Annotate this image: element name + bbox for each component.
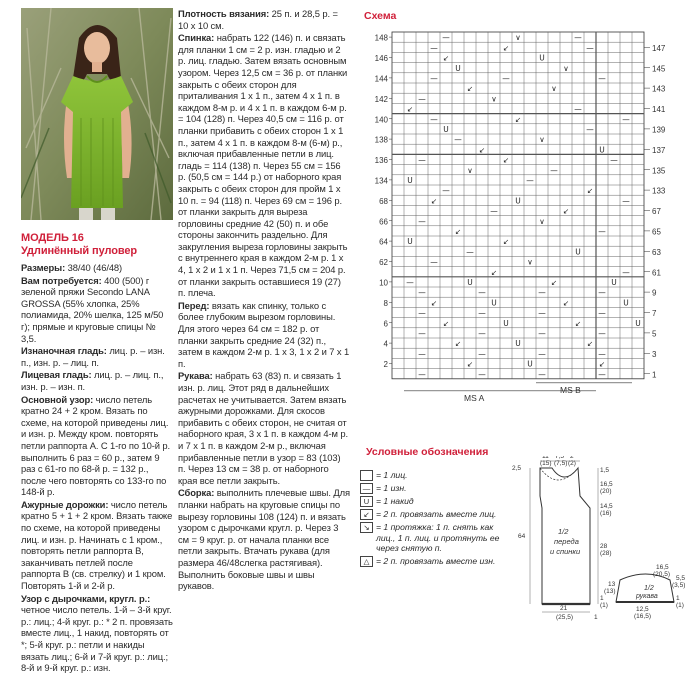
chart-stitch-symbol: — — [430, 257, 438, 267]
dim-right-3: (20) — [600, 488, 612, 495]
pattern-schematic — [508, 456, 688, 621]
dim-top-3: 2 — [570, 456, 574, 460]
model-photo-illustration — [21, 8, 173, 220]
dim-right-8: 1 — [600, 595, 604, 602]
chart-stitch-symbol: U — [503, 318, 509, 328]
chart-stitch-symbol: — — [478, 308, 486, 318]
chart-stitch-symbol: ↙ — [562, 206, 570, 216]
chart-stitch-symbol: — — [574, 104, 582, 114]
chart-stitch-symbol: — — [598, 288, 606, 298]
model-title: МОДЕЛЬ 16 — [21, 232, 84, 244]
sleeve-dim-6: (13) — [604, 588, 616, 595]
chart-stitch-symbol: ∨ — [539, 216, 545, 226]
chart-stitch-symbol: — — [610, 155, 618, 165]
chart-row-label-right: 137 — [652, 145, 666, 155]
chart-row-label-right: 143 — [652, 84, 666, 94]
chart-stitch-symbol: U — [539, 53, 545, 63]
chart-row-label-left: 144 — [374, 74, 388, 84]
sleeve-paragraph — [178, 370, 350, 486]
sleeve-dim-2: (20,5) — [653, 571, 670, 578]
chart-stitch-symbol: — — [586, 125, 594, 134]
chart-row-label-right: 5 — [652, 329, 657, 339]
chart-stitch-symbol: ↙ — [466, 84, 474, 94]
density-paragraph — [178, 8, 350, 31]
holes-heading: Узор с дырочками, кругл. р.: — [21, 592, 151, 604]
sleeve-label-1: 1/2 — [644, 585, 654, 592]
chart-row-label-left: 4 — [383, 339, 388, 349]
sleeve-bottom-2: (16,5) — [634, 613, 651, 620]
front-heading: Перед: — [178, 299, 210, 311]
legend-text: = 1 лиц. — [376, 470, 408, 480]
dim-top-1: 11 — [542, 456, 549, 460]
knit-paragraph — [21, 369, 173, 392]
chart-row-label-right: 139 — [652, 125, 666, 135]
dim-top-3b: (2) — [568, 460, 576, 467]
chart-stitch-symbol: ↙ — [586, 186, 594, 196]
chart-row-label-right: 145 — [652, 64, 666, 74]
chart-stitch-symbol: — — [430, 74, 438, 83]
chart-stitch-symbol: U — [527, 359, 533, 369]
body-label-3: и спинки — [550, 547, 581, 556]
dim-right-4: 14,5 — [600, 503, 613, 510]
lace-heading: Ажурные дорожки: — [21, 498, 109, 510]
chart-stitch-symbol: U — [599, 145, 605, 155]
chart-stitch-symbol: ∨ — [515, 33, 521, 43]
chart-stitch-symbol: ↙ — [502, 155, 510, 165]
chart-stitch-symbol: — — [418, 329, 426, 338]
sizes-text: 38/40 (46/48) — [65, 262, 123, 273]
dim-right-6: 28 — [600, 543, 608, 550]
chart-stitch-symbol: U — [491, 298, 497, 308]
density-heading: Плотность вязания: — [178, 8, 270, 19]
knitting-chart-grid — [362, 26, 686, 416]
chart-stitch-symbol: U — [623, 298, 629, 308]
sleeve-text: набрать 63 (83) п. и связать 1 изн. р. лиц. Этот ряд в дальнейших расчетах не учитывается. Затем вязать ажурными дорожками. Для скосов прибавить с обеих сторон, не считая от наборного края, 3 х 1 п. в каждом 4-м р. и 7 х 1 п. в каждом 2-м р., включая прибавленные петли в узор = 83 (103) п. Через 13 см = 38 р. от наборного края все петли закрыть. — [178, 370, 348, 486]
chart-stitch-symbol: — — [466, 247, 474, 257]
chart-stitch-symbol: ↙ — [502, 43, 510, 53]
dim-top-2: 7,5 — [555, 456, 565, 460]
chart-row-label-left: 138 — [374, 135, 388, 145]
legend-item — [360, 496, 510, 507]
lace-text: число петель кратно 5 + 1 + 2 кром. Вязать также по схеме, на которой приведены лиц. и изн. р. Начинать с 1 кром., повторять петли раппорта В, заканчивать петлей после раппорта В (св. стрелку) и 1 кром. Повторять 1-й и 2-й р. — [21, 498, 173, 592]
chart-stitch-symbol: — — [502, 74, 510, 83]
left-text-column — [21, 232, 173, 675]
chart-stitch-symbol: — — [622, 267, 630, 277]
chart-stitch-symbol: ∨ — [527, 257, 533, 267]
sizes-heading: Размеры: — [21, 262, 66, 273]
chart-stitch-symbol: ↙ — [454, 227, 462, 236]
chart-row-label-right: 61 — [652, 268, 661, 278]
chart-stitch-symbol: — — [418, 155, 426, 165]
chart-row-label-right: 1 — [652, 370, 657, 380]
chart-stitch-symbol: — — [418, 308, 426, 318]
purl-text: лиц. р. – изн. п., изн. р. – лиц. п. — [21, 345, 165, 368]
legend-item — [360, 483, 510, 494]
body-label-2: переда — [554, 537, 579, 546]
chart-row-label-right: 141 — [652, 105, 666, 115]
chart-row-label-left: 2 — [383, 360, 388, 370]
model-subtitle: Удлинённый пуловер — [21, 245, 137, 257]
chart-stitch-symbol: U — [635, 318, 641, 328]
chart-stitch-symbol: U — [611, 278, 617, 287]
materials-text: 400 (500) г зеленой пряжи Secondo LANA GROSSA (55% хлопка, 25% полиамида, 20% шелка, 125 м/50 г); прямые и круговые спицы № 3,5. — [21, 274, 164, 344]
chart-stitch-symbol: — — [574, 33, 582, 43]
chart-row-label-right: 133 — [652, 186, 666, 196]
purl-paragraph — [21, 345, 173, 368]
chart-stitch-symbol: U — [515, 196, 521, 206]
chart-stitch-symbol: ↙ — [586, 339, 594, 349]
legend-symbol: ↙ — [360, 509, 373, 520]
chart-row-label-left: 140 — [374, 115, 388, 125]
chart-stitch-symbol: U — [407, 176, 413, 185]
chart-stitch-symbol: ∨ — [491, 94, 497, 104]
chart-stitch-symbol: — — [418, 94, 426, 104]
chart-row-label-left: 8 — [383, 298, 388, 308]
dim-right-1: 1,5 — [600, 467, 610, 474]
sleeve-heading: Рукава: — [178, 370, 213, 382]
chart-stitch-symbol: ↙ — [478, 145, 486, 155]
chart-stitch-symbol: U — [455, 63, 461, 73]
chart-stitch-symbol: ↙ — [430, 298, 438, 308]
chart-stitch-symbol: ↙ — [574, 318, 582, 328]
chart-stitch-symbol: ↙ — [442, 318, 450, 328]
legend-item — [360, 509, 510, 520]
chart-row-label-right: 63 — [652, 247, 661, 257]
chart-stitch-symbol: — — [430, 114, 438, 124]
sleeve-dim-7: 1 — [676, 595, 680, 602]
chart-stitch-symbol: — — [442, 33, 450, 43]
chart-stitch-symbol: ↙ — [514, 114, 522, 124]
holes-text: четное число петель. 1-й – 3-й круг. р.: лиц.; 4-й круг. р.: * 2 п. провязать вместе лиц., 1 накид, повторять от *; 5-й круг. р.: петли и накиды вязать лиц.; 6-й и 7-й круг. р.: лиц.; 8-й и 9-й круг. р.: изн. — [21, 604, 173, 674]
chart-stitch-symbol: ∨ — [563, 63, 569, 73]
assembly-heading: Сборка: — [178, 487, 215, 499]
schema-title: Схема — [364, 10, 397, 22]
main-pattern-heading: Основной узор: — [21, 393, 94, 405]
chart-stitch-symbol: ↙ — [502, 237, 510, 247]
legend-symbol: — — [360, 483, 373, 494]
back-paragraph — [178, 32, 350, 299]
dim-right-5: (16) — [600, 510, 612, 517]
chart-stitch-symbol: — — [454, 135, 462, 145]
chart-row-label-left: 148 — [374, 33, 388, 43]
chart-row-label-left: 146 — [374, 54, 388, 64]
front-text: вязать как спинку, только с более глубоким вырезом горловины. Для этого через 64 см = 182 р. от планки закрыть средние 24 (32) п., затем в каждом 2-м р. 1 х 3, 1 х 2 и 7 х 1 п. — [178, 299, 350, 369]
chart-stitch-symbol: U — [515, 339, 521, 349]
dim-top-1b: (15) — [540, 460, 552, 467]
chart-stitch-symbol: — — [598, 369, 606, 379]
dim-bottom-3: 1 — [594, 614, 598, 621]
legend-item — [360, 470, 510, 481]
legend-text: = 2 п. провязать вместе лиц. — [376, 509, 497, 519]
sizes-paragraph — [21, 262, 173, 274]
chart-stitch-symbol: — — [550, 165, 558, 175]
chart-row-label-right: 135 — [652, 166, 666, 176]
assembly-text: выполнить плечевые швы. Для планки набрать на круговые спицы по вырезу горловины 108 (124) п. и вязать узором с дырочками кругл. р. Через 3 см = 9 круг. р. от начала планки все петли закрыть. Втачать рукава (для размера 46/48слегка растягивая). Выполнить боковые швы и швы рукавов. — [178, 487, 350, 592]
main-pattern-text: число петель кратно 24 + 2 кром. Вязать по схеме, на которой приведены лиц. и изн. р. Между кром. повторять петли раппорта А. С 1-го по 10-й р. выполнить 6 раз = 60 р., затем 9 раз с 61-го по 68-й р. = 132 р., после чего повторять со 133-го по 148-й р. — [21, 393, 170, 498]
legend-title: Условные обозначения — [366, 446, 489, 458]
sleeve-dim-4: (3,5) — [672, 582, 686, 589]
chart-stitch-symbol: — — [478, 349, 486, 359]
sleeve-dim-1: 16,5 — [656, 564, 669, 571]
chart-row-label-right: 7 — [652, 309, 657, 319]
chart-stitch-symbol: ↙ — [430, 196, 438, 206]
chart-stitch-symbol: — — [538, 369, 546, 379]
knitting-chart — [362, 26, 686, 416]
front-paragraph — [178, 300, 350, 370]
sleeve-label-2: рукава — [636, 593, 658, 600]
chart-row-label-left: 68 — [379, 196, 388, 206]
chart-row-label-left: 64 — [379, 237, 388, 247]
chart-row-label-left: 10 — [379, 278, 388, 288]
purl-heading: Изнаночная гладь: — [21, 345, 107, 357]
legend-symbol: ↘ — [360, 522, 373, 533]
chart-stitch-symbol: ∨ — [539, 135, 545, 145]
legend-text: = 2 п. провязать вместе изн. — [376, 555, 496, 566]
density-text: 25 п. и 28,5 р. = 10 х 10 см. — [178, 8, 338, 31]
sleeve-dim-8: (1) — [676, 602, 684, 609]
legend-symbol: △ — [360, 556, 373, 567]
chart-stitch-symbol: — — [418, 216, 426, 226]
chart-stitch-symbol: ∨ — [467, 165, 473, 175]
back-text: набрать 122 (146) п. и связать для планки 1 см = 2 р. изн. гладью и 2 р. лиц. гладью. Затем вязать основным узором. Через 12,5 см = 36 р. от планки закрыть с обеих сторон для приталивания 1 х 1 п., затем 4 х 1 п. в каждом 8-м р. и 4 х 1 п. в каждом 6-м р. = 104 (128) п. Через 40,5 см = 116 р. от планки прибавить с обеих сторон 1 х 1 п., затем 4 х 1 п. в каждом 8-м (6-м) р., включая прибавленные петли в лиц. гладь = 114 (138) п. Через 55 см = 156 р. (50,5 см = 144 р.) от наборного края закрыть с обеих сторон для пройм 1 х 10 п. = 94 (118) п. Через 69 см = 196 р. от планки закрыть для выреза горловины средние 42 (50) п. и обе стороны закончить раздельно. Для закругления выреза горловины закрыть с внутреннего края в каждом 2-м р. 1 х 4, 1 х 2 и 1 х 1 п. Через 71,5 см = 204 р. от планки закрыть оставшиеся 19 (27) п. плеча. — [178, 32, 348, 299]
chart-row-label-right: 67 — [652, 207, 661, 217]
knit-heading: Лицевая гладь: — [21, 369, 92, 381]
chart-stitch-symbol: — — [598, 329, 606, 338]
chart-stitch-symbol: ↙ — [598, 359, 606, 369]
chart-stitch-symbol: — — [418, 288, 426, 298]
chart-stitch-symbol: — — [526, 176, 534, 185]
knit-text: лиц. р. – лиц. п., изн. р. – изн. п. — [21, 369, 164, 392]
pattern-schematic-drawing — [508, 456, 688, 621]
chart-stitch-symbol: — — [538, 308, 546, 318]
chart-row-label-left: 6 — [383, 319, 388, 329]
chart-row-label-left: 134 — [374, 176, 388, 186]
chart-row-label-right: 147 — [652, 43, 666, 53]
chart-row-label-left: 62 — [379, 258, 388, 268]
chart-stitch-symbol: — — [406, 278, 414, 287]
chart-stitch-symbol: ↙ — [490, 267, 498, 277]
model-photo — [21, 8, 173, 220]
chart-stitch-symbol: — — [490, 206, 498, 216]
chart-row-label-right: 3 — [652, 349, 657, 359]
chart-stitch-symbol: U — [443, 125, 449, 134]
chart-stitch-symbol: — — [598, 227, 606, 236]
holes-paragraph — [21, 593, 173, 674]
chart-row-label-left: 142 — [374, 94, 388, 104]
chart-stitch-symbol: U — [407, 237, 413, 247]
legend-text: = 1 изн. — [376, 483, 407, 493]
chart-stitch-symbol: — — [598, 349, 606, 359]
chart-stitch-symbol: U — [467, 278, 473, 287]
dim-right-9: (1) — [600, 602, 608, 609]
legend-item — [360, 522, 510, 554]
main-pattern-paragraph — [21, 394, 173, 498]
dim-left-top: 2,5 — [512, 465, 522, 472]
chart-stitch-symbol: — — [478, 369, 486, 379]
dim-bottom-2: (25,5) — [556, 614, 573, 621]
legend-list — [360, 470, 510, 569]
chart-stitch-symbol: — — [586, 43, 594, 53]
chart-row-label-left: 66 — [379, 217, 388, 227]
chart-stitch-symbol: ↙ — [562, 298, 570, 308]
legend-item — [360, 556, 510, 567]
dim-center: 64 — [518, 533, 526, 540]
chart-stitch-symbol: ∨ — [551, 84, 557, 94]
dim-right-7: (28) — [600, 550, 612, 557]
body-label-1: 1/2 — [558, 527, 569, 536]
chart-stitch-symbol: U — [575, 247, 581, 257]
chart-stitch-symbol: — — [622, 114, 630, 124]
sleeve-dim-3: 5,5 — [676, 575, 686, 582]
chart-stitch-symbol: — — [538, 288, 546, 298]
chart-stitch-symbol: ↙ — [406, 104, 414, 114]
chart-row-label-left: 136 — [374, 156, 388, 166]
lace-paragraph — [21, 499, 173, 592]
chart-stitch-symbol: ↙ — [454, 339, 462, 349]
chart-stitch-symbol: — — [478, 329, 486, 338]
chart-stitch-symbol: — — [478, 288, 486, 298]
ms-b-label: MS B — [560, 384, 581, 395]
legend-symbol: U — [360, 496, 373, 507]
chart-stitch-symbol: ↙ — [466, 359, 474, 369]
materials-heading: Вам потребуется: — [21, 274, 102, 286]
legend-symbol — [360, 470, 373, 481]
chart-stitch-symbol: ↙ — [442, 53, 450, 63]
chart-stitch-symbol: — — [598, 74, 606, 83]
chart-stitch-symbol: — — [538, 329, 546, 338]
middle-text-column — [178, 8, 350, 593]
chart-stitch-symbol: — — [538, 349, 546, 359]
legend-text: = 1 накид — [376, 496, 414, 506]
chart-stitch-symbol: ↙ — [550, 278, 558, 287]
assembly-paragraph — [178, 487, 350, 591]
chart-stitch-symbol: — — [430, 43, 438, 53]
chart-stitch-symbol: — — [442, 186, 450, 196]
chart-stitch-symbol: — — [418, 349, 426, 359]
dim-right-2: 16,5 — [600, 481, 613, 488]
back-heading: Спинка: — [178, 32, 215, 44]
sleeve-bottom-1: 12,5 — [636, 606, 649, 613]
chart-row-label-right: 9 — [652, 288, 657, 298]
legend-text: = 1 протяжка: 1 п. снять как лиц., 1 п. лиц. и протянуть ее через снятую п. — [376, 522, 500, 554]
dim-top-2b: (7,5) — [554, 460, 568, 467]
dim-bottom-1: 21 — [560, 605, 568, 612]
chart-stitch-symbol: — — [418, 369, 426, 379]
sleeve-dim-5: 13 — [608, 581, 616, 588]
ms-a-label: MS A — [464, 392, 485, 403]
chart-stitch-symbol: — — [598, 308, 606, 318]
chart-stitch-symbol: — — [622, 196, 630, 206]
materials-paragraph — [21, 275, 173, 345]
chart-row-label-right: 65 — [652, 227, 661, 237]
